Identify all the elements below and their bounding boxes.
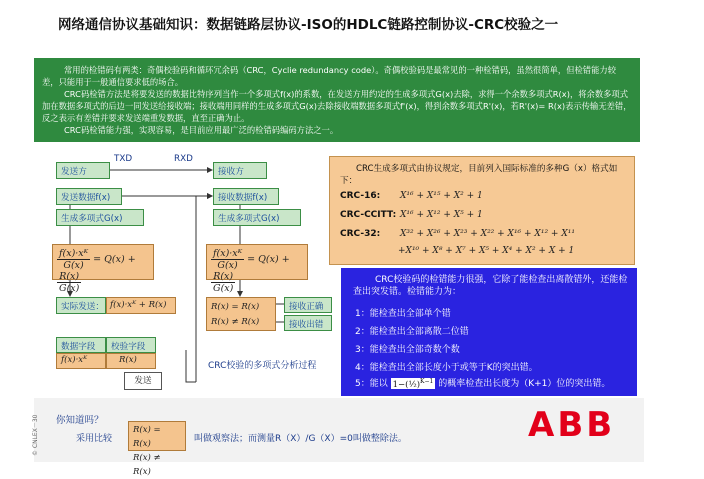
check-equal-expr: R(x) = R(x) bbox=[211, 302, 260, 312]
recv-err-box: 接收出错 bbox=[284, 315, 332, 331]
compare-formula bbox=[128, 421, 186, 477]
ability-heading: CRC校验码的检错能力很强，它除了能检查出离散错外，还能检查出突发错。检错能力为： bbox=[353, 275, 628, 297]
check-field-label: 校验字段 bbox=[106, 337, 156, 353]
compare-equal-expr: R(x) = R(x) bbox=[133, 425, 161, 449]
page-title: 网络通信协议基础知识：数据链路层协议-ISO的HDLC链路控制协议-CRC校验之一 bbox=[58, 17, 559, 33]
abb-logo: ABB bbox=[528, 405, 616, 445]
probability-formula: 1−(½)$^{K-1}$ bbox=[392, 377, 434, 390]
compare-label: 采用比较 bbox=[76, 434, 113, 444]
crc-ccitt-label: CRC-CCITT: bbox=[340, 210, 397, 220]
txd-label: TXD bbox=[114, 154, 133, 164]
receiver-box: 接收方 bbox=[213, 162, 267, 179]
crc32-poly-line2: +X¹⁰ + X⁸ + X⁷ + X⁵ + X⁴ + X² + X + 1 bbox=[398, 246, 575, 256]
data-field-expr: f(x)·xᴷ bbox=[56, 353, 106, 369]
recv-data-box: 接收数据f(x) bbox=[213, 188, 279, 205]
detection-ability-panel bbox=[341, 268, 637, 396]
send-button[interactable]: 发送 bbox=[124, 372, 162, 390]
gen-poly-box-right: 生成多项式G(x) bbox=[213, 209, 301, 226]
ability-item: 5：能以 1−(½)$^{K-1}$ 的概率检查出长度为（K+1）位的突出错。 bbox=[355, 377, 611, 390]
ability-item: 3：能检查出全部奇数个数 bbox=[355, 345, 460, 355]
ability-item: 4：能检查出全部长度小于或等于K的突出错。 bbox=[355, 363, 538, 373]
observation-note: 叫做观察法；而测量R（X）/G（X）=0叫做整除法。 bbox=[194, 434, 407, 444]
intro-paragraph-3: CRC码检错能力强，实现容易，是目前应用最广泛的检错码编码方法之一。 bbox=[64, 125, 339, 135]
crc32-poly-line1: X³² + X²⁶ + X²³ + X²² + X¹⁶ + X¹² + X¹¹ bbox=[400, 229, 575, 239]
actual-send-formula: f(x)·xᴷ + R(x) bbox=[106, 297, 176, 314]
compare-notequal-expr: R(x) ≠ R(x) bbox=[133, 453, 161, 477]
intro-paragraph-2: CRC码检错方法是将要发送的数据比特序列当作一个多项式f(x)的系数，在发送方用约定的生成多项式G(x)去除，求得一个余数多项式R(x)，将余数多项式加在数据多项式的后边一同发送给接收端；接收端用同样的生成多项式G(x)去除接收端数据多项式f'(x)，得到余数多项式R'(x)，若R'(x)= R(x)表示传输无差错，反之表示有差错并要求发送端重发数据，直至正确为止。 bbox=[42, 89, 632, 123]
check-field-expr: R(x) bbox=[106, 353, 156, 369]
crc-ccitt-poly: X¹⁶ + X¹² + X⁵ + 1 bbox=[400, 210, 483, 220]
actual-send-label: 实际发送： bbox=[56, 297, 106, 314]
rxd-label: RXD bbox=[174, 154, 193, 164]
division-formula-right: $\frac{\text{f(x)·xᴷ}}{G(x)}$ = Q(x) + $\frac{R(x)}{G(x)}$ bbox=[206, 244, 308, 280]
send-data-box: 发送数据f(x) bbox=[56, 188, 122, 205]
data-field-label: 数据字段 bbox=[56, 337, 106, 353]
division-formula-left: $\frac{\text{f(x)·xᴷ}}{G(x)}$ = Q(x) + $\frac{R(x)}{G(x)}$ bbox=[52, 244, 154, 280]
gen-poly-box-left: 生成多项式G(x) bbox=[56, 209, 144, 226]
ability-item: 2：能检查出全部离散二位错 bbox=[355, 327, 469, 337]
receiver-check bbox=[206, 297, 276, 331]
intro-paragraph-1: 常用的检错码有两类：奇偶校验码和循环冗余码（CRC，Cyclie redundancy code）。奇偶校验码是最常见的一种检错码，虽然很简单，但检错能力较差，只能用于一般通信要求低的场合。 bbox=[42, 65, 616, 87]
check-notequal-expr: R(x) ≠ R(x) bbox=[211, 317, 260, 327]
did-you-know: 你知道吗？ bbox=[56, 415, 104, 426]
sender-box: 发送方 bbox=[56, 162, 110, 179]
recv-ok-box: 接收正确 bbox=[284, 297, 332, 313]
crc32-label: CRC-32: bbox=[340, 229, 381, 239]
watermark: © CNLEX－30 bbox=[32, 414, 39, 456]
crc-standards-heading: CRC生成多项式由协议规定，目前列入国际标准的多种G（x）格式如下： bbox=[340, 164, 618, 186]
crc16-label: CRC-16: bbox=[340, 191, 381, 201]
ability-item: 1：能检查出全部单个错 bbox=[355, 309, 451, 319]
crc-standards-panel bbox=[329, 156, 635, 265]
crc16-poly: X¹⁶ + X¹⁵ + X² + 1 bbox=[400, 191, 483, 201]
diagram-caption: CRC校验的多项式分析过程 bbox=[208, 361, 317, 371]
